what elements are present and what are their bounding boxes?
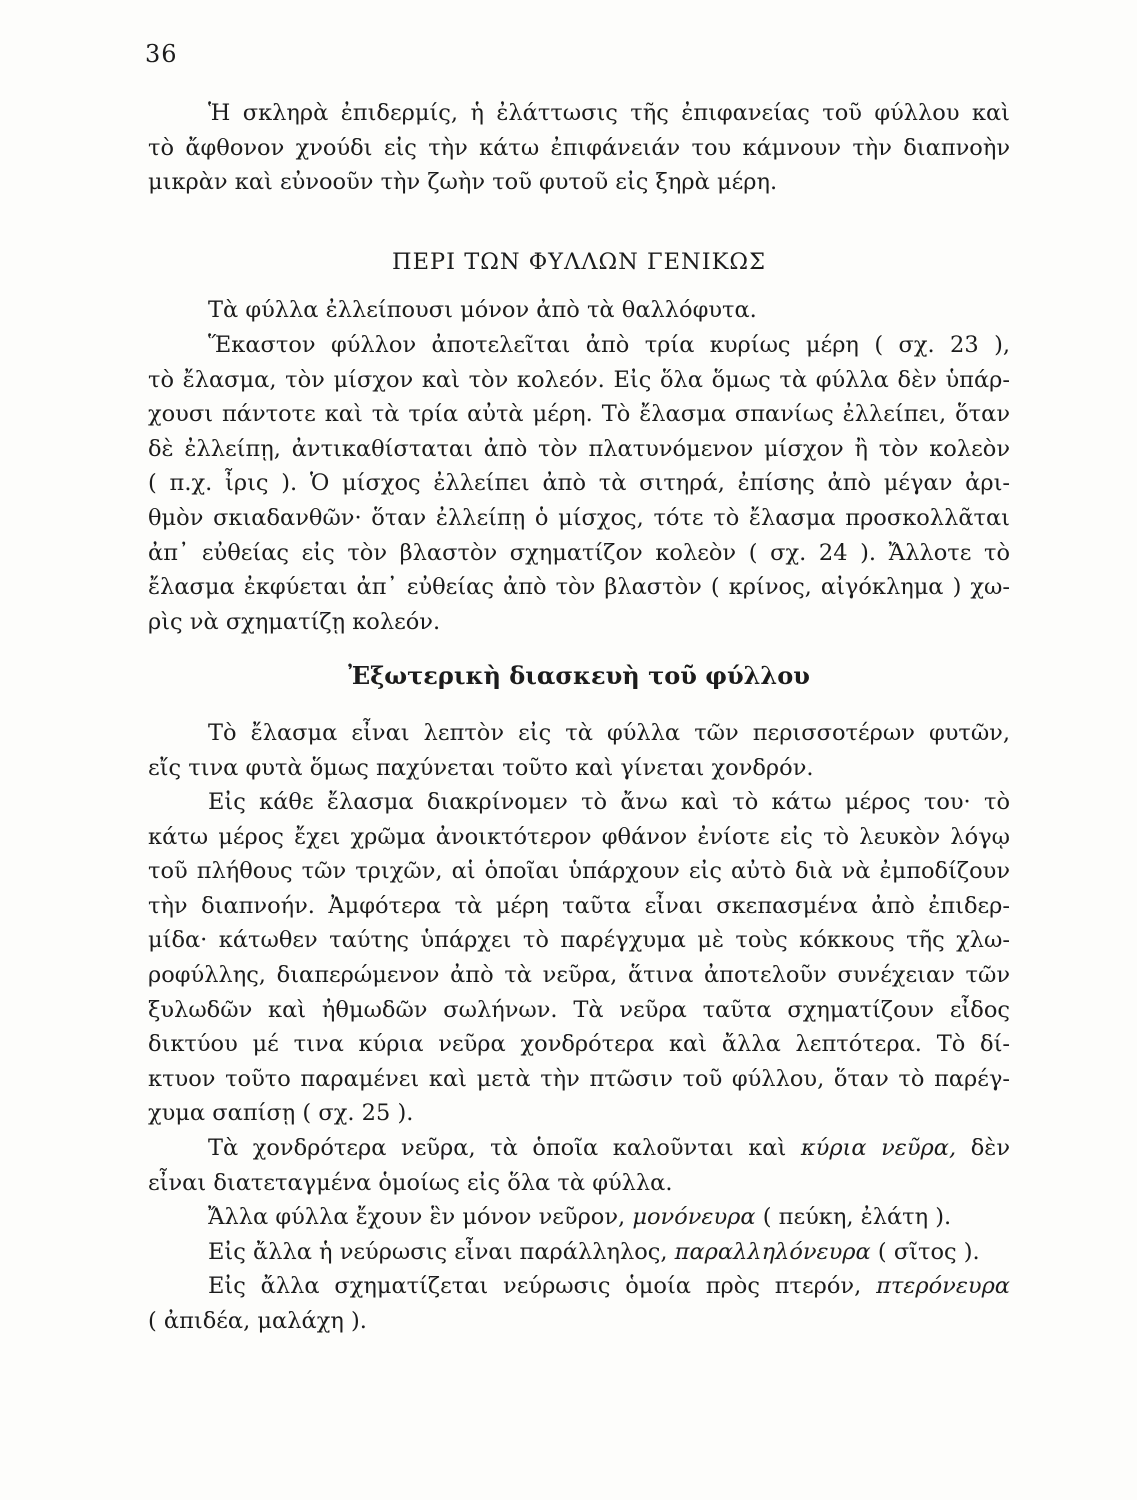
text-line: ἀπ᾽ εὐθείας εἰς τὸν βλαστὸν σχηματίζον κολεὸν ( σχ. 24 ). Ἄλλοτε τὸ [148, 539, 1010, 566]
text-line: ξυλωδῶν καὶ ἠθμωδῶν σωλήνων. Τὰ νεῦρα ταῦτα σχηματίζουν εἶδος [148, 996, 1010, 1023]
text-fragment: Εἰς ἄλλα ἡ νεύρωσις εἶναι παράλληλος, [208, 1238, 668, 1265]
text-line: χουσι πάντοτε καὶ τὰ τρία αὐτὰ μέρη. Τὸ ἔλασμα σπανίως ἐλλείπει, ὅταν [148, 401, 1010, 428]
text-line: κτυον τοῦτο παραμένει καὶ μετὰ τὴν πτῶσιν τοῦ φύλλου, ὅταν τὸ παρέγ- [148, 1065, 1010, 1092]
text-line [148, 1200, 1010, 1235]
section-title: Ἐξωτερικὴ διασκευὴ τοῦ φύλλου [348, 661, 810, 691]
text-line [148, 1269, 1010, 1304]
text-line: τὸ ἔλασμα, τὸν μίσχον καὶ τὸν κολεόν. Εἰς ὅλα ὅμως τὰ φύλλα δὲν ὑπάρ- [148, 366, 1010, 393]
text-line: ροφύλλης, διαπερώμενον ἀπὸ τὰ νεῦρα, ἅτινα ἀποτελοῦν συνέχειαν τῶν [148, 962, 1010, 989]
text-fragment: Εἰς ἄλλα σχηματίζεται νεύρωσις ὁμοία πρὸς πτερόν, [208, 1273, 862, 1300]
text-line: Τὸ ἔλασμα εἶναι λεπτὸν εἰς τὰ φύλλα τῶν περισσοτέρων φυτῶν, [208, 719, 1010, 746]
italic-term: κύρια νεῦρα, [800, 1135, 957, 1162]
italic-term: πτερόνευρα [876, 1273, 1010, 1300]
text-line: κάτω μέρος ἔχει χρῶμα ἀνοικτότερον φθάνον ἐνίοτε εἰς τὸ λευκὸν λόγῳ [148, 823, 1010, 850]
text-line: Ἕκαστον φύλλον ἀποτελεῖται ἀπὸ τρία κυρίως μέρη ( σχ. 23 ), [208, 331, 1010, 358]
text-line [148, 1131, 1010, 1166]
text-line [148, 1235, 1010, 1270]
text-line: ( ἀπιδέα, μαλάχη ). [148, 1308, 367, 1334]
text-line: μίδα· κάτωθεν ταύτης ὑπάρχει τὸ παρέγχυμα μὲ τοὺς κόκκους τῆς χλω- [148, 927, 1010, 954]
page-number: 36 [145, 40, 178, 68]
text-line: Εἰς κάθε ἔλασμα διακρίνομεν τὸ ἄνω καὶ τὸ κάτω μέρος του· τὸ [208, 789, 1010, 816]
text-line: εἴς τινα φυτὰ ὅμως παχύνεται τοῦτο καὶ γίνεται χονδρόν. [148, 754, 814, 781]
text-line: ( π.χ. ἶρις ). Ὁ μίσχος ἐλλείπει ἀπὸ τὰ σιτηρά, ἐπίσης ἀπὸ μέγαν ἀρι- [148, 470, 1010, 497]
text-fragment: Τὰ χονδρότερα νεῦρα, τὰ ὁποῖα καλοῦνται καὶ [208, 1135, 787, 1162]
text-line: εἶναι διατεταγμένα ὁμοίως εἰς ὅλα τὰ φύλλα. [148, 1169, 673, 1196]
text-fragment: ( πεύκη, ἐλάτη ). [762, 1204, 952, 1231]
text-fragment: Ἄλλα φύλλα ἔχουν ἓν μόνον νεῦρον, [208, 1204, 626, 1231]
text-line: τὸ ἄφθονον χνούδι εἰς τὴν κάτω ἐπιφάνειάν του κάμνουν τὴν διαπνοὴν [148, 134, 1010, 161]
italic-term: παραλληλόνευρα [674, 1238, 871, 1265]
text-line: τὴν διαπνοήν. Ἀμφότερα τὰ μέρη ταῦτα εἶναι σκεπασμένα ἀπὸ ἐπιδερ- [148, 892, 1010, 919]
section-title: ΠΕΡΙ ΤΩΝ ΦΥΛΛΩΝ ΓΕΝΙΚΩΣ [391, 248, 766, 275]
text-line: ἔλασμα ἐκφύεται ἀπ᾽ εὐθείας ἀπὸ τὸν βλαστὸν ( κρίνος, αἰγόκλημα ) χω- [148, 574, 1010, 601]
text-line: δικτύου μέ τινα κύρια νεῦρα χονδρότερα καὶ ἄλλα λεπτότερα. Τὸ δί- [148, 1031, 1010, 1058]
text-line: θμὸν σκιαδανθῶν· ὅταν ἐλλείπῃ ὁ μίσχος, τότε τὸ ἔλασμα προσκολλᾶται [148, 504, 1010, 531]
text-line: χυμα σαπίσῃ ( σχ. 25 ). [148, 1100, 414, 1127]
text-line: ρὶς νὰ σχηματίζῃ κολεόν. [148, 608, 441, 635]
text-line: Τὰ φύλλα ἐλλείπουσι μόνον ἀπὸ τὰ θαλλόφυτα. [208, 297, 757, 324]
text-line: δὲ ἐλλείπῃ, ἀντικαθίσταται ἀπὸ τὸν πλατυνόμενον μίσχον ἢ τὸν κολεὸν [148, 435, 1010, 462]
page-body [148, 96, 1010, 1339]
text-line: Ἡ σκληρὰ ἐπιδερμίς, ἡ ἐλάττωσις τῆς ἐπιφανείας τοῦ φύλλου καὶ [208, 100, 1010, 126]
text-line: μικρὰν καὶ εὐνοοῦν τὴν ζωὴν τοῦ φυτοῦ εἰς ξηρὰ μέρη. [148, 169, 778, 196]
italic-term: μονόνευρα [632, 1204, 756, 1231]
text-fragment: ( σῖτος ). [877, 1238, 980, 1265]
text-line: τοῦ πλήθους τῶν τριχῶν, αἱ ὁποῖαι ὑπάρχουν εἰς αὐτὸ διὰ νὰ ἐμποδίζουν [148, 858, 1010, 885]
text-fragment: δὲν [970, 1135, 1011, 1162]
